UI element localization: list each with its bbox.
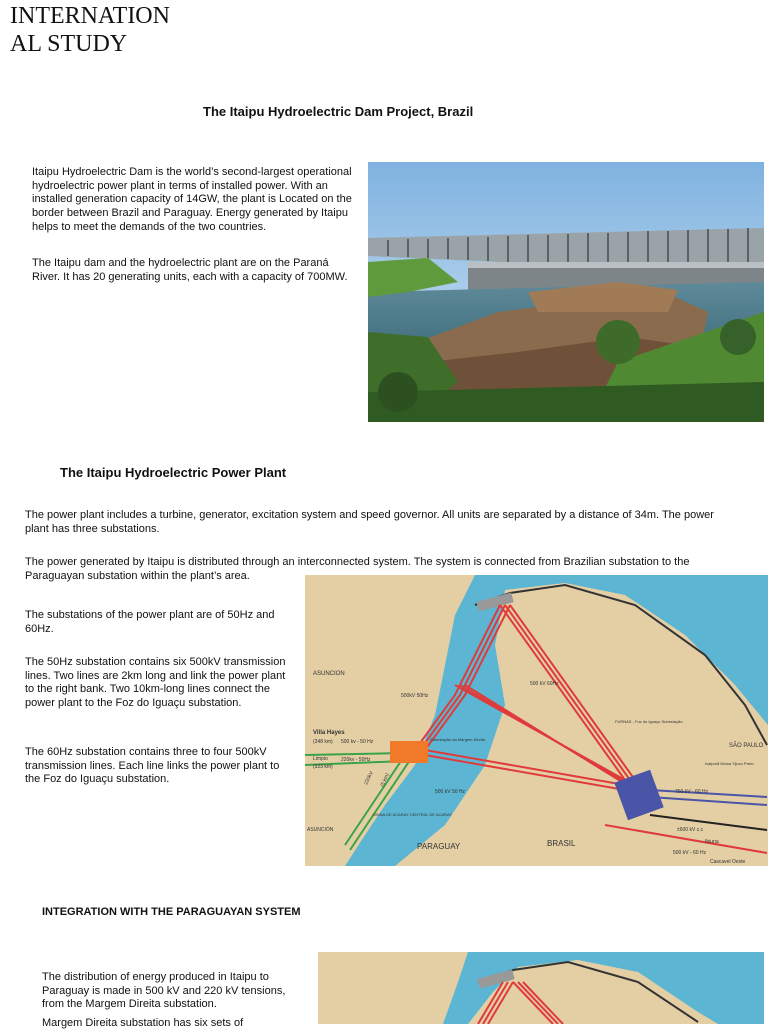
transmission-map-diagram-2 [318,952,764,1024]
map-label-limpio: Limpio [313,756,328,762]
map-label-500kv-50hz-mid: 500kV 50Hz [401,693,429,699]
map-label-cascavel: Cascavel Oeste [710,859,746,865]
map-label-brasil: BRASIL [547,839,576,848]
map-label-asuncion: ASUNCION [313,671,345,677]
map-label-ibiuna: Ibiuna [705,839,719,845]
section-heading-paraguayan-integration: INTEGRATION WITH THE PARAGUAYAN SYSTEM [42,906,301,918]
map-label-750kv: 750 kV - 60 Hz [675,789,709,795]
map-label-500kv60: 500 kV - 60 Hz [673,850,707,856]
map-label-asuncion2: ASUNCIÓN [307,827,334,833]
document-title-line2: AL STUDY [10,31,128,57]
map-label-600kv: ±600 kV c.c [677,827,704,833]
paragraph-dam-location: The Itaipu dam and the hydroelectric plant are on the Paraná River. It has 20 generating units, each with a capacity of 700MW. [32,257,348,283]
map-label-220kv: 220kV [363,770,375,786]
map-label-500-50: 500 kV 50 Hz [435,789,466,795]
map-label-subestacao: Subestação da Margem Direita [430,737,486,742]
document-title-line1: INTERNATION [10,3,170,29]
map-label-sao-paulo-sub: Ivaiporã Ibiúna Tijuco Preto [705,761,754,766]
map-label-villa-hayes: Villa Hayes [313,730,345,736]
section-heading-dam-project: The Itaipu Hydroelectric Dam Project, Brazil [203,104,474,119]
paragraph-60hz-substation: The 60Hz substation contains three to four 500kV transmission lines. Each line links the power plant to the Foz do Iguaçu substation. [25,746,280,786]
map-label-paraguay: PARAGUAY [417,842,461,851]
document-title [10,2,210,58]
paragraph-dam-intro: Itaipu Hydroelectric Dam is the world’s second-largest operational hydroelectric power plant in terms of installed power. With an installed generation capacity of 14GW, the plant is Located on the border between Brazil and Paraguay. Energy generated by Itaipu helps to meet the demands of the two countries. [32,166,352,233]
map-label-sao-paulo: SÃO PAULO [729,743,764,749]
map-label-5km: (5 km) [379,772,391,788]
section-heading-power-plant: The Itaipu Hydroelectric Power Plant [60,465,287,480]
map-label-usina: USINA DE ACARAY CENTRAL DE ACARAY [373,812,452,817]
map-label-500kv-60hz: 500 kV 60Hz [530,681,559,687]
map-label-limpio-km: (323 km) [313,764,333,770]
paragraph-paraguay-distribution: The distribution of energy produced in Itaipu to Paraguay is made in 500 kV and 220 kV tensions, from the Margem Direita substation. [42,971,286,1011]
map-label-furnas: FURNAS - Foz do Iguaçu Subestação [615,719,683,724]
transmission-map-diagram [305,575,768,866]
paragraph-50hz-substation: The 50Hz substation contains six 500kV transmission lines. Two lines are 2km long and link the power plant to the right bank. Two 10km-long lines connect the power plant to the Foz do Iguaçu substation. [25,656,286,710]
map-label-500kv-50hz: 500 kv - 50 Hz [341,739,374,745]
map-label-villa-hayes-km: (348 km) [313,739,333,745]
paragraph-margem-direita-partial: Margem Direita substation has six sets of [42,1017,244,1029]
paragraph-power-plant-components: The power plant includes a turbine, generator, excitation system and speed governor. All units are separated by a distance of 34m. The power plant has three substations. [25,509,714,535]
map-label-220kv-50hz: 220kv - 50Hz [341,757,371,763]
paragraph-power-distribution: The power generated by Itaipu is distributed through an interconnected system. The system is connected from Brazilian substation to the Paraguayan substation within the plant’s area. [25,556,690,582]
itaipu-dam-photo [368,162,764,422]
paragraph-substation-frequencies: The substations of the power plant are of 50Hz and 60Hz. [25,609,275,635]
